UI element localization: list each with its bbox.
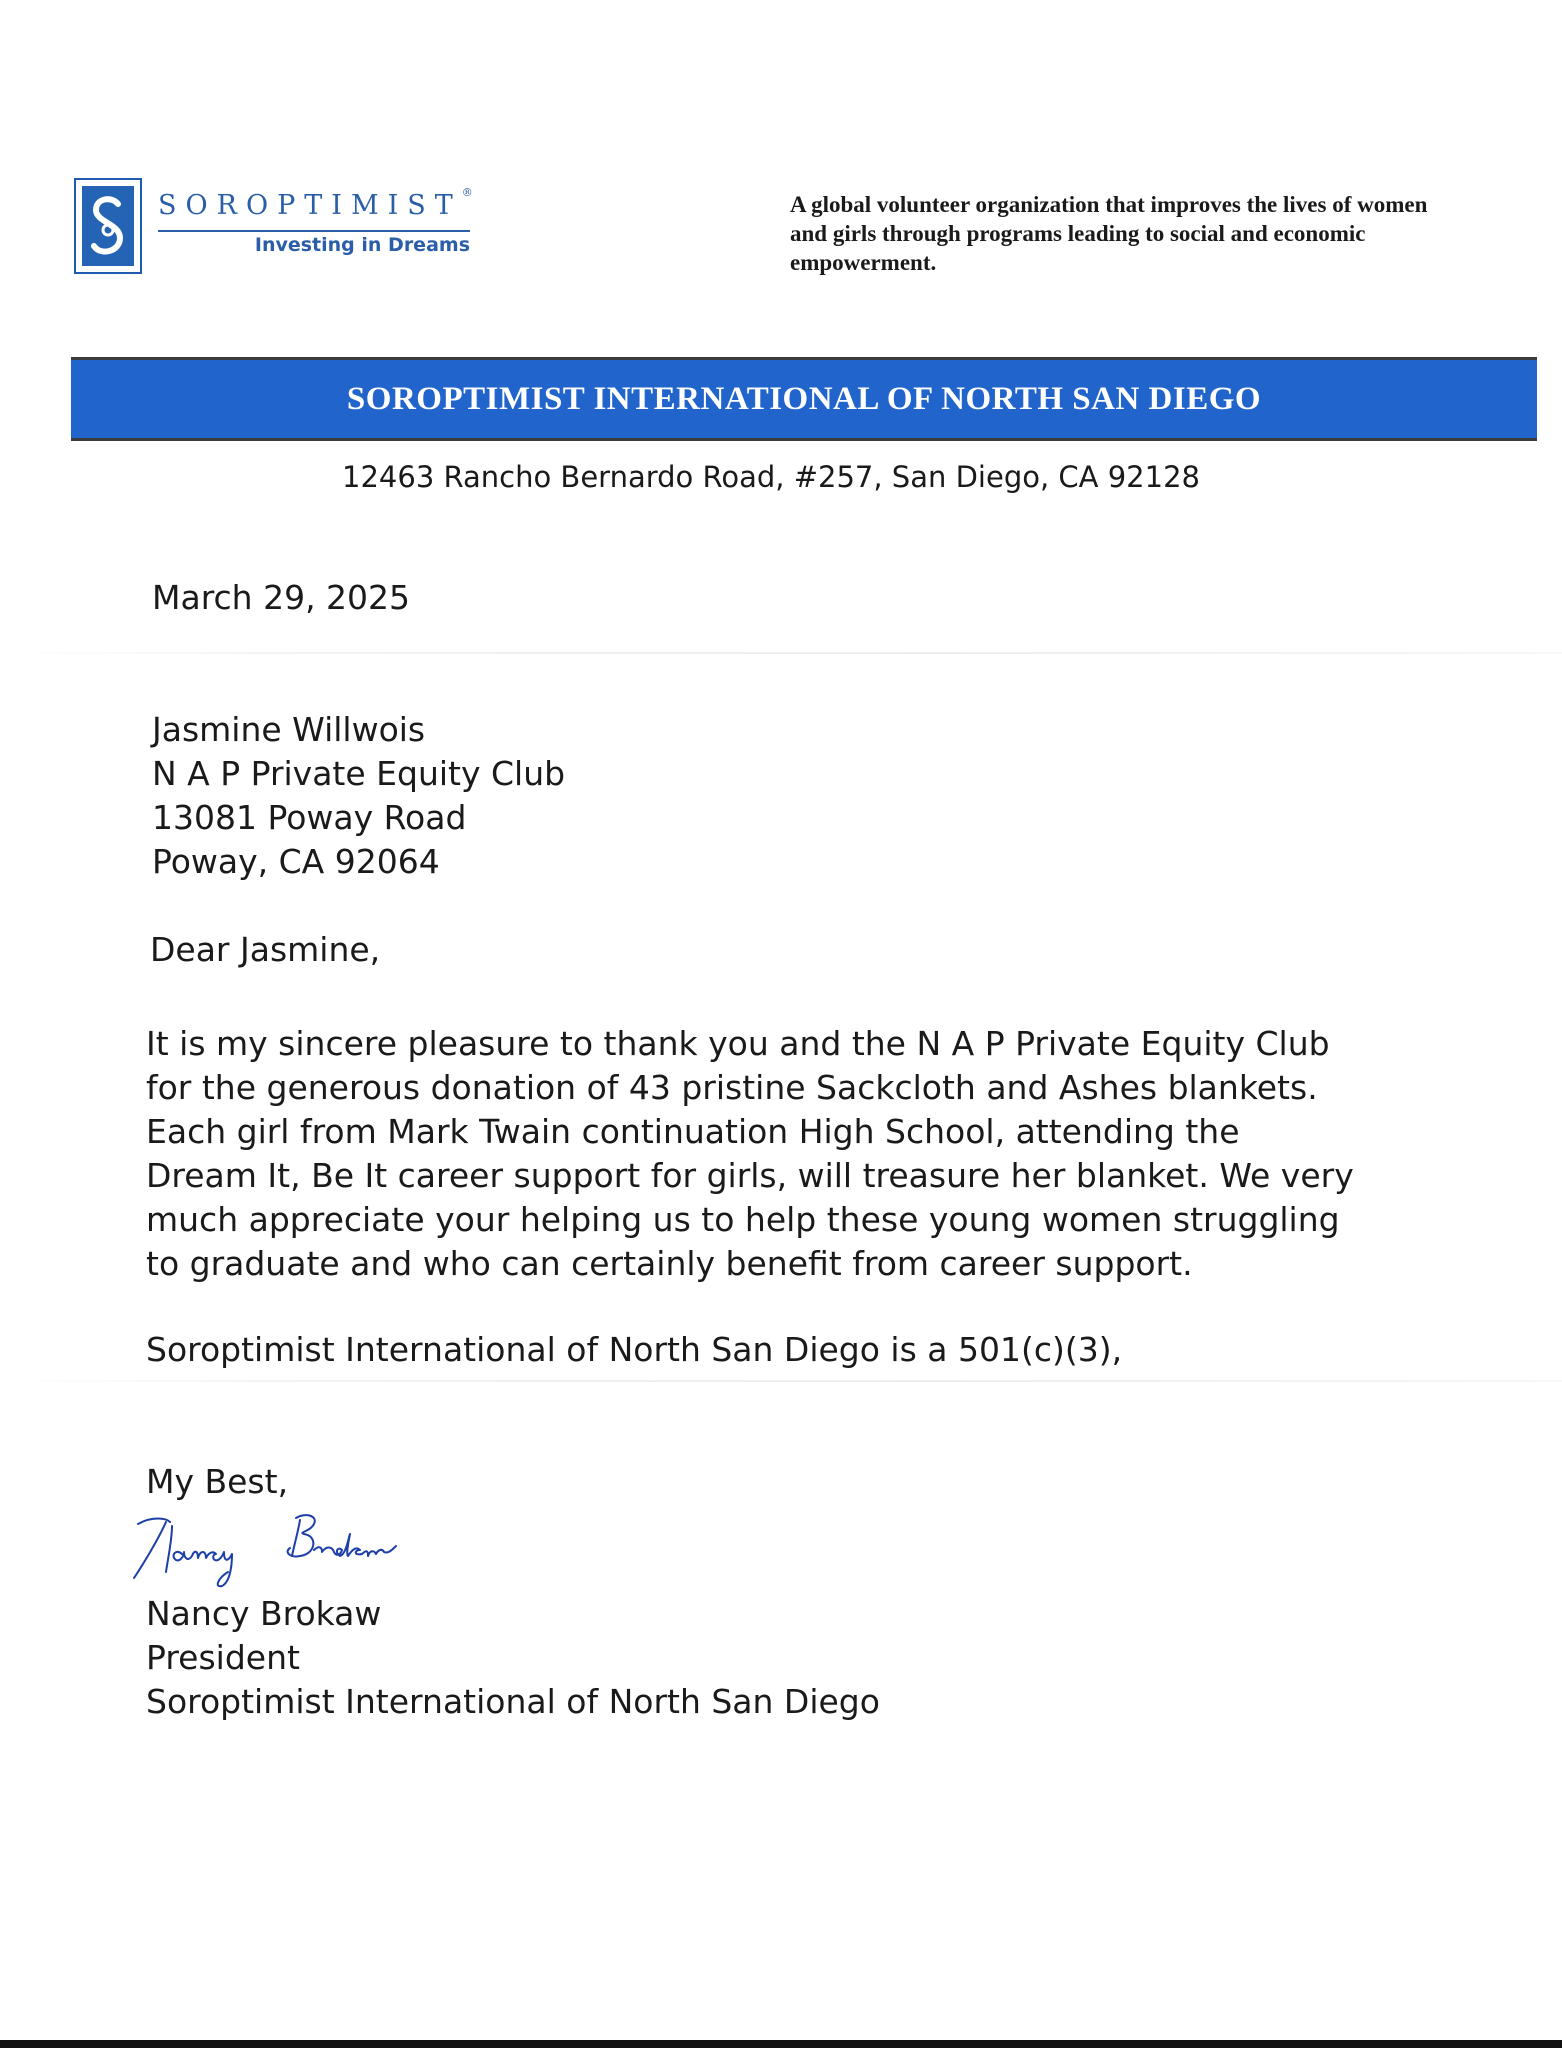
scan-edge: [0, 2040, 1562, 2048]
signer-block: [146, 1592, 880, 1724]
handwritten-signature: [128, 1510, 468, 1604]
soroptimist-logo-icon: [74, 178, 142, 274]
recipient-city: Poway, CA 92064: [152, 842, 440, 881]
signer-name: Nancy Brokaw: [146, 1594, 382, 1633]
brand-name: SOROPTIMIST®: [158, 186, 473, 221]
salutation: Dear Jasmine,: [150, 930, 381, 969]
signature-icon: [128, 1510, 468, 1600]
signer-title: President: [146, 1638, 300, 1677]
registered-mark: ®: [461, 186, 473, 199]
closing: My Best,: [146, 1462, 289, 1501]
recipient-block: [152, 708, 565, 884]
body-line: to graduate and who can certainly benefit from career support.: [146, 1244, 1193, 1283]
body-line: for the generous donation of 43 pristine Sackcloth and Ashes blankets.: [146, 1068, 1318, 1107]
signer-organization: Soroptimist International of North San Diego: [146, 1682, 880, 1721]
organization-banner: [71, 357, 1537, 441]
body-line: Dream It, Be It career support for girls, will treasure her blanket. We very: [146, 1156, 1354, 1195]
banner-title: SOROPTIMIST INTERNATIONAL OF NORTH SAN DIEGO: [346, 380, 1262, 417]
body-line: Each girl from Mark Twain continuation High School, attending the: [146, 1112, 1240, 1151]
body-line: It is my sincere pleasure to thank you and the N A P Private Equity Club: [146, 1024, 1330, 1063]
organization-address: 12463 Rancho Bernardo Road, #257, San Diego, CA 92128: [342, 460, 1200, 494]
letter-date: March 29, 2025: [152, 578, 411, 617]
recipient-name: Jasmine Willwois: [152, 710, 426, 749]
brand-tagline: Investing in Dreams: [254, 234, 470, 256]
mission-statement: A global volunteer organization that improves the lives of women and girls through programs leading to social and economic empowerment.: [790, 192, 1428, 275]
tax-status-note: Soroptimist International of North San Diego is a 501(c)(3),: [146, 1330, 1123, 1369]
body-line: much appreciate your helping us to help these young women struggling: [146, 1200, 1340, 1239]
scan-fold-line: [0, 652, 1562, 654]
brand-divider: [158, 230, 470, 232]
letter-body: [146, 1022, 1416, 1286]
s-logo-icon: [82, 186, 134, 266]
scan-fold-line: [0, 1380, 1562, 1382]
recipient-street: 13081 Poway Road: [152, 798, 467, 837]
recipient-organization: N A P Private Equity Club: [152, 754, 566, 793]
